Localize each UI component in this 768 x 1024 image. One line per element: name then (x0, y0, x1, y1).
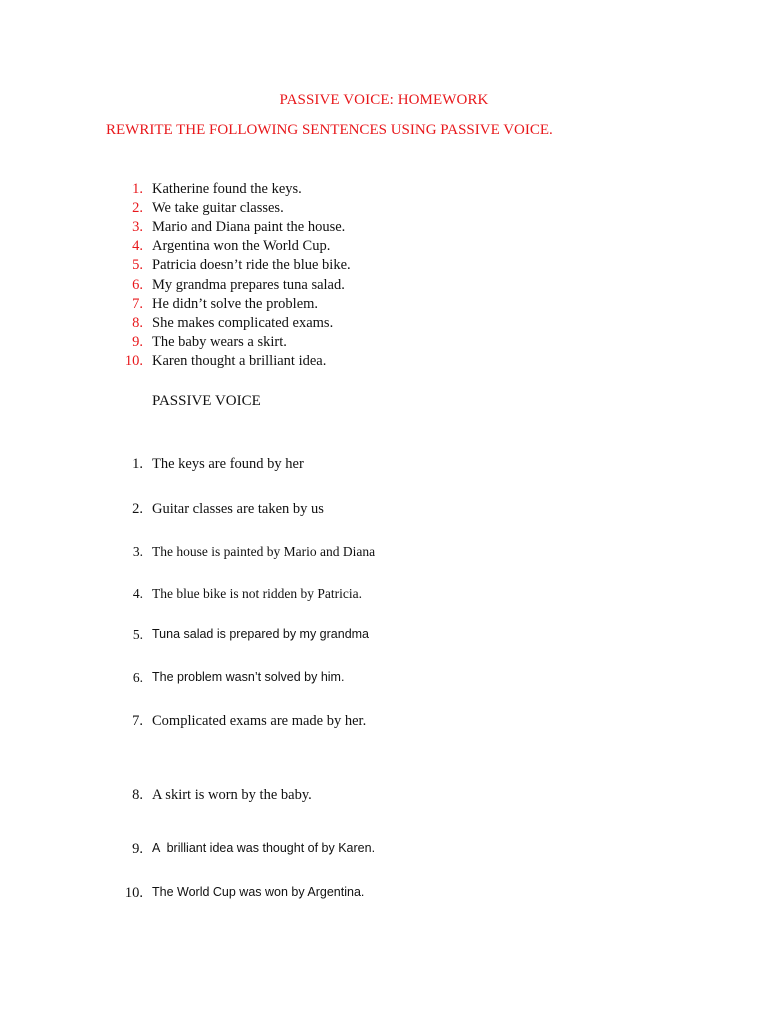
answer-item (0, 670, 768, 690)
answer-number: 3. (132, 544, 143, 559)
exercise-item (0, 200, 768, 220)
exercise-number: 6. (132, 277, 143, 293)
exercise-sentence: She makes complicated exams. (152, 315, 334, 331)
exercise-sentence: Patricia doesn’t ride the blue bike. (152, 257, 351, 273)
exercise-item (0, 238, 768, 258)
answer-number: 1. (132, 456, 143, 472)
exercise-number: 8. (132, 315, 143, 331)
exercise-number: 7. (132, 296, 143, 312)
answer-number: 9. (132, 841, 143, 857)
answer-item (0, 627, 768, 647)
exercise-number: 4. (132, 238, 143, 254)
exercise-item (0, 334, 768, 354)
exercise-number: 3. (132, 219, 143, 235)
answer-item (0, 787, 768, 807)
exercise-sentence: Katherine found the keys. (152, 181, 302, 197)
answer-item (0, 713, 768, 733)
answer-item (0, 501, 768, 521)
exercise-sentence: My grandma prepares tuna salad. (152, 277, 345, 293)
answer-number: 4. (132, 586, 143, 601)
answer-number: 2. (132, 501, 143, 517)
answer-sentence: The keys are found by her (152, 456, 304, 472)
exercise-sentence: Mario and Diana paint the house. (152, 219, 346, 235)
exercise-sentence: The baby wears a skirt. (152, 334, 287, 350)
exercise-item (0, 296, 768, 316)
exercise-sentence: He didn’t solve the problem. (152, 296, 319, 312)
answer-number: 10. (124, 885, 143, 901)
answer-item (0, 586, 768, 606)
answer-number: 8. (132, 787, 143, 803)
exercise-number: 10. (124, 353, 143, 369)
answer-number: 6. (132, 670, 143, 685)
exercise-item (0, 181, 768, 201)
exercise-sentence: We take guitar classes. (152, 200, 284, 216)
answer-item (0, 885, 768, 905)
answer-number: 5. (132, 627, 143, 642)
exercise-number: 9. (132, 334, 143, 350)
exercise-item (0, 277, 768, 297)
exercise-sentence: Argentina won the World Cup. (152, 238, 331, 254)
exercise-item (0, 257, 768, 277)
answer-item (0, 544, 768, 564)
page-title: PASSIVE VOICE: HOMEWORK (279, 92, 489, 108)
answer-sentence: The house is painted by Mario and Diana (152, 544, 376, 559)
answer-number: 7. (132, 713, 143, 729)
answer-sentence: Guitar classes are taken by us (152, 501, 324, 517)
answer-sentence: The blue bike is not ridden by Patricia. (152, 586, 362, 601)
exercise-number: 1. (132, 181, 143, 197)
answer-sentence: The World Cup was won by Argentina. (152, 885, 365, 899)
answer-sentence: A skirt is worn by the baby. (152, 787, 312, 803)
exercise-sentence: Karen thought a brilliant idea. (152, 353, 327, 369)
exercise-item (0, 315, 768, 335)
answer-sentence: Complicated exams are made by her. (152, 713, 367, 729)
answers-heading: PASSIVE VOICE (152, 393, 261, 409)
exercise-item (0, 353, 768, 373)
exercise-number: 2. (132, 200, 143, 216)
exercise-item (0, 219, 768, 239)
answer-sentence: A brilliant idea was thought of by Karen. (152, 841, 376, 855)
answer-sentence: Tuna salad is prepared by my grandma (152, 627, 370, 641)
instruction-text: REWRITE THE FOLLOWING SENTENCES USING PASSIVE VOICE. (106, 122, 553, 138)
exercise-number: 5. (132, 257, 143, 273)
answer-item (0, 841, 768, 861)
answer-item (0, 456, 768, 476)
answer-sentence: The problem wasn’t solved by him. (152, 670, 345, 684)
